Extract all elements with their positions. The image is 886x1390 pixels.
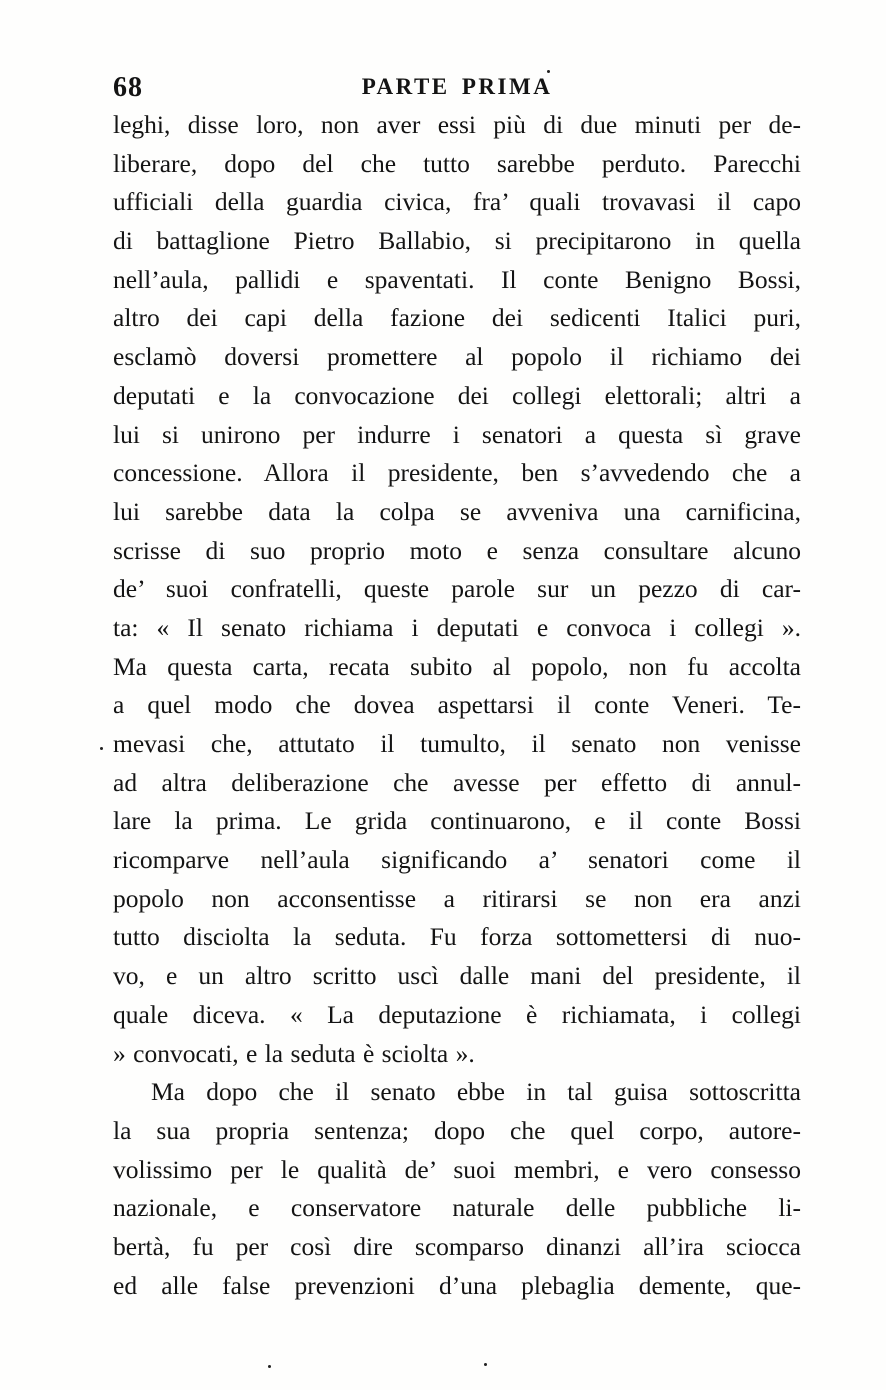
scan-speck — [100, 747, 103, 750]
scan-speck — [484, 1363, 487, 1366]
text-line: vo, e un altro scritto uscì dalle mani del presidente, il — [113, 961, 801, 991]
text-line: scrisse di suo proprio moto e senza consultare alcuno — [113, 535, 801, 565]
text-line: bertà, fu per così dire scomparso dinanzi all’ira sciocca — [113, 1231, 801, 1261]
text-line: lui si unirono per indurre i senatori a questa sì grave — [113, 419, 801, 449]
page-body — [113, 106, 801, 1305]
text-line: popolo non acconsentisse a ritirarsi se non era anzi — [113, 883, 801, 913]
text-line: Ma dopo che il senato ebbe in tal guisa sottoscritta — [151, 1077, 801, 1107]
text-line: concessione. Allora il presidente, ben s’avvedendo che a — [113, 458, 801, 488]
text-line: esclamò doversi promettere al popolo il richiamo dei — [113, 342, 801, 372]
text-line: liberare, dopo del che tutto sarebbe perduto. Parecchi — [113, 148, 801, 178]
text-line: volissimo per le qualità de’ suoi membri, e vero consesso — [113, 1154, 801, 1184]
text-line: altro dei capi della fazione dei sedicenti Italici puri, — [113, 303, 801, 333]
scan-speck — [268, 1365, 271, 1368]
text-line: nazionale, e conservatore naturale delle pubbliche li- — [113, 1193, 801, 1223]
text-line: nell’aula, pallidi e spaventati. Il conte Benigno Bossi, — [113, 264, 801, 294]
text-line: mevasi che, attutato il tumulto, il senato non venisse — [113, 729, 801, 758]
text-line: ed alle false prevenzioni d’una plebaglia demente, que- — [113, 1270, 801, 1300]
text-line: de’ suoi confratelli, queste parole sur un pezzo di car- — [113, 574, 801, 604]
text-line: ta: « Il senato richiama i deputati e convoca i collegi ». — [113, 612, 801, 642]
text-line: leghi, disse loro, non aver essi più di due minuti per de- — [113, 110, 801, 139]
text-line: quale diceva. « La deputazione è richiamata, i collegi — [113, 999, 801, 1029]
text-line: tutto disciolta la seduta. Fu forza sottomettersi di nuo- — [113, 922, 801, 952]
text-line: deputati e la convocazione dei collegi elettorali; altri a — [113, 380, 801, 410]
text-line: lui sarebbe data la colpa se avveniva una carnificina, — [113, 496, 801, 526]
page-header — [113, 70, 801, 104]
running-title: PARTE PRIMA — [361, 74, 553, 99]
text-line: la sua propria sentenza; dopo che quel corpo, autore- — [113, 1115, 801, 1145]
page-number: 68 — [113, 72, 143, 103]
scan-speck — [547, 70, 550, 73]
text-line: Ma questa carta, recata subito al popolo, non fu accolta — [113, 651, 801, 681]
text-line: ufficiali della guardia civica, fra’ quali trovavasi il capo — [113, 187, 801, 217]
text-line: di battaglione Pietro Ballabio, si precipitarono in quella — [113, 226, 801, 256]
text-line: lare la prima. Le grida continuarono, e il conte Bossi — [113, 806, 801, 836]
text-line: ricomparve nell’aula significando a’ senatori come il — [113, 845, 801, 875]
text-line: ad altra deliberazione che avesse per effetto di annul- — [113, 767, 801, 797]
text-line: » convocati, e la seduta è sciolta ». — [113, 1038, 475, 1068]
text-line: a quel modo che dovea aspettarsi il conte Veneri. Te- — [113, 690, 801, 720]
